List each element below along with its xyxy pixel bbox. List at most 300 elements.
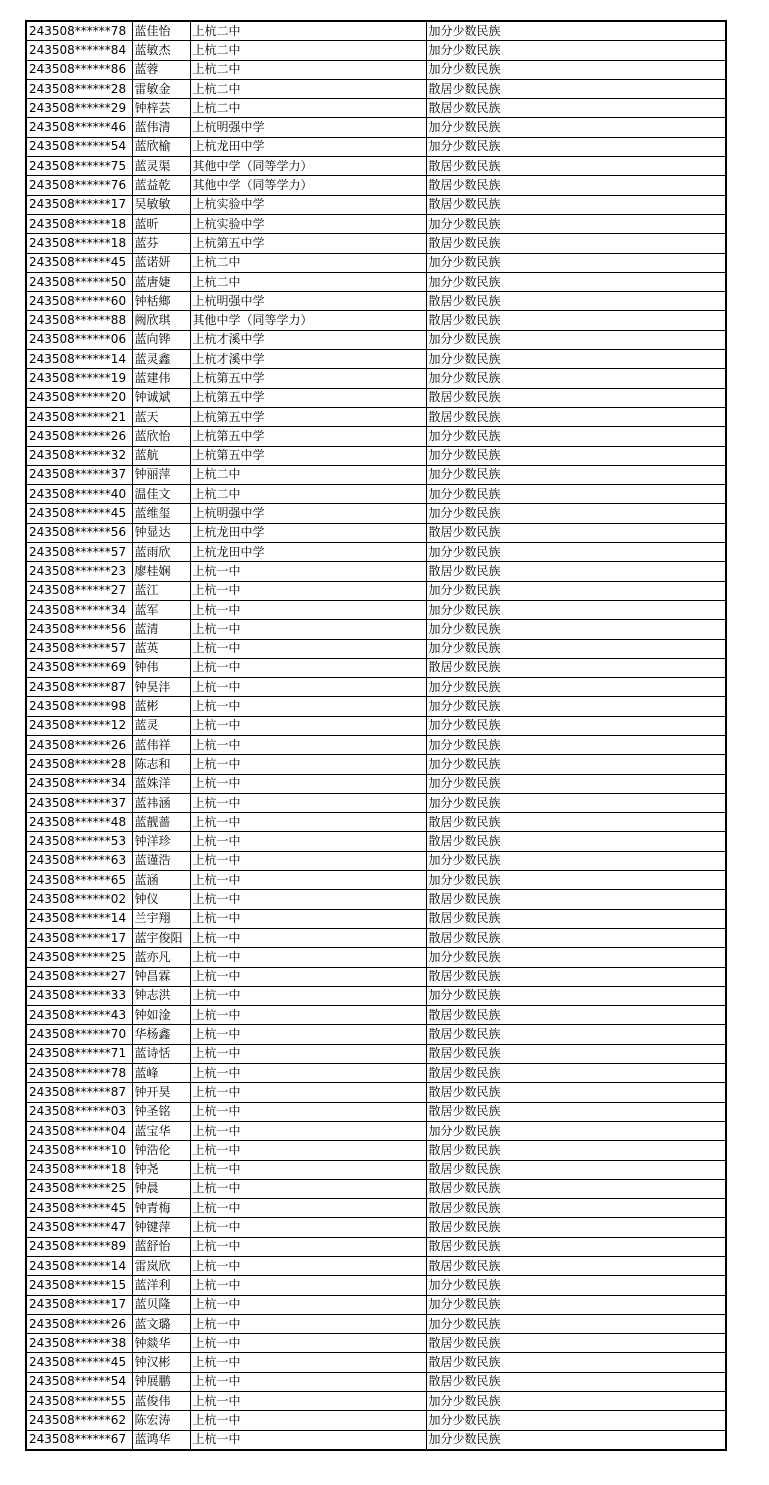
student-name-cell: 蓝贝隆 [132, 1295, 190, 1314]
category-cell: 散居少数民族 [426, 967, 726, 986]
category-cell: 散居少数民族 [426, 909, 726, 928]
student-id-cell: 243508******17 [26, 1295, 132, 1314]
school-cell: 上杭一中 [190, 1179, 426, 1198]
table-row [26, 1218, 726, 1237]
table-row [26, 214, 726, 233]
table-row [26, 1160, 726, 1179]
student-id-cell: 243508******62 [26, 1411, 132, 1430]
student-name-cell: 阙欣琪 [132, 311, 190, 330]
category-cell: 散居少数民族 [426, 658, 726, 677]
category-cell: 散居少数民族 [426, 1199, 726, 1218]
category-cell: 加分少数民族 [426, 581, 726, 600]
school-cell: 上杭一中 [190, 813, 426, 832]
table-row [26, 639, 726, 658]
category-cell: 散居少数民族 [426, 1334, 726, 1353]
table-row [26, 41, 726, 60]
student-id-cell: 243508******50 [26, 272, 132, 291]
student-name-cell: 蓝向铧 [132, 330, 190, 349]
school-cell: 上杭一中 [190, 755, 426, 774]
school-cell: 上杭一中 [190, 967, 426, 986]
student-name-cell: 钟梓芸 [132, 99, 190, 118]
table-row [26, 21, 726, 41]
school-cell: 上杭二中 [190, 79, 426, 98]
table-row [26, 1025, 726, 1044]
school-cell: 上杭一中 [190, 562, 426, 581]
student-name-cell: 蓝益乾 [132, 176, 190, 195]
category-cell: 散居少数民族 [426, 388, 726, 407]
school-cell: 上杭实验中学 [190, 214, 426, 233]
student-name-cell: 吴敏敏 [132, 195, 190, 214]
student-name-cell: 蓝亦凡 [132, 948, 190, 967]
school-cell: 其他中学（同等学力） [190, 176, 426, 195]
school-cell: 上杭一中 [190, 1295, 426, 1314]
table-row [26, 793, 726, 812]
category-cell: 加分少数民族 [426, 716, 726, 735]
category-cell: 散居少数民族 [426, 176, 726, 195]
table-row [26, 1102, 726, 1121]
category-cell: 加分少数民族 [426, 1411, 726, 1430]
category-cell: 散居少数民族 [426, 234, 726, 253]
school-cell: 上杭一中 [190, 1160, 426, 1179]
table-row [26, 1006, 726, 1025]
student-id-cell: 243508******69 [26, 658, 132, 677]
student-id-cell: 243508******37 [26, 793, 132, 812]
table-row [26, 118, 726, 137]
student-name-cell: 蓝建伟 [132, 369, 190, 388]
student-name-cell: 蓝谨浩 [132, 851, 190, 870]
category-cell: 加分少数民族 [426, 639, 726, 658]
table-row [26, 1392, 726, 1411]
student-name-cell: 兰宇翔 [132, 909, 190, 928]
student-name-cell: 钟诚斌 [132, 388, 190, 407]
student-id-cell: 243508******27 [26, 581, 132, 600]
school-cell: 上杭二中 [190, 485, 426, 504]
student-id-cell: 243508******40 [26, 485, 132, 504]
school-cell: 上杭一中 [190, 1121, 426, 1140]
student-id-cell: 243508******27 [26, 967, 132, 986]
school-cell: 上杭一中 [190, 1372, 426, 1391]
student-id-cell: 243508******87 [26, 678, 132, 697]
category-cell: 加分少数民族 [426, 793, 726, 812]
table-row [26, 1083, 726, 1102]
student-id-cell: 243508******34 [26, 600, 132, 619]
table-row [26, 1353, 726, 1372]
student-name-cell: 蓝祎涵 [132, 793, 190, 812]
table-row [26, 871, 726, 890]
table-row [26, 755, 726, 774]
table-row [26, 1179, 726, 1198]
student-id-cell: 243508******84 [26, 41, 132, 60]
student-id-cell: 243508******17 [26, 195, 132, 214]
school-cell: 其他中学（同等学力） [190, 157, 426, 176]
school-cell: 上杭二中 [190, 21, 426, 41]
student-name-cell: 蓝蓉 [132, 60, 190, 79]
student-name-cell: 钟栝鄉 [132, 292, 190, 311]
school-cell: 上杭二中 [190, 41, 426, 60]
student-name-cell: 蓝欣怡 [132, 427, 190, 446]
category-cell: 散居少数民族 [426, 311, 726, 330]
student-name-cell: 蓝俊伟 [132, 1392, 190, 1411]
school-cell: 上杭第五中学 [190, 234, 426, 253]
school-cell: 上杭明强中学 [190, 504, 426, 523]
category-cell: 加分少数民族 [426, 1276, 726, 1295]
school-cell: 上杭一中 [190, 1430, 426, 1450]
category-cell: 散居少数民族 [426, 79, 726, 98]
student-id-cell: 243508******48 [26, 813, 132, 832]
student-name-cell: 蓝唐婕 [132, 272, 190, 291]
student-name-cell: 蓝航 [132, 446, 190, 465]
student-name-cell: 蓝灵渠 [132, 157, 190, 176]
school-cell: 上杭一中 [190, 658, 426, 677]
student-name-cell: 钟丽萍 [132, 465, 190, 484]
student-name-cell: 蓝宝华 [132, 1121, 190, 1140]
student-name-cell: 蓝灵 [132, 716, 190, 735]
table-row [26, 832, 726, 851]
student-name-cell: 钟青梅 [132, 1199, 190, 1218]
table-row [26, 60, 726, 79]
student-name-cell: 蓝清 [132, 620, 190, 639]
category-cell: 加分少数民族 [426, 1314, 726, 1333]
table-row [26, 620, 726, 639]
table-row [26, 1064, 726, 1083]
table-row [26, 967, 726, 986]
category-cell: 加分少数民族 [426, 446, 726, 465]
table-row [26, 1121, 726, 1140]
student-id-cell: 243508******33 [26, 986, 132, 1005]
category-cell: 散居少数民族 [426, 1372, 726, 1391]
table-row [26, 234, 726, 253]
school-cell: 上杭一中 [190, 793, 426, 812]
student-id-cell: 243508******37 [26, 465, 132, 484]
table-row [26, 485, 726, 504]
table-row [26, 137, 726, 156]
school-cell: 其他中学（同等学力） [190, 311, 426, 330]
student-id-cell: 243508******65 [26, 871, 132, 890]
student-name-cell: 钟汉彬 [132, 1353, 190, 1372]
table-row [26, 427, 726, 446]
school-cell: 上杭一中 [190, 1199, 426, 1218]
school-cell: 上杭第五中学 [190, 427, 426, 446]
student-name-cell: 钟圣铭 [132, 1102, 190, 1121]
table-row [26, 1411, 726, 1430]
table-row [26, 581, 726, 600]
category-cell: 加分少数民族 [426, 678, 726, 697]
table-row [26, 697, 726, 716]
student-id-cell: 243508******86 [26, 60, 132, 79]
student-id-cell: 243508******02 [26, 890, 132, 909]
table-row [26, 909, 726, 928]
table-row [26, 292, 726, 311]
student-id-cell: 243508******06 [26, 330, 132, 349]
student-id-cell: 243508******46 [26, 118, 132, 137]
student-id-cell: 243508******19 [26, 369, 132, 388]
student-name-cell: 蓝军 [132, 600, 190, 619]
table-row [26, 253, 726, 272]
category-cell: 加分少数民族 [426, 986, 726, 1005]
student-id-cell: 243508******45 [26, 504, 132, 523]
category-cell: 散居少数民族 [426, 1044, 726, 1063]
student-name-cell: 蓝江 [132, 581, 190, 600]
school-cell: 上杭明强中学 [190, 292, 426, 311]
student-id-cell: 243508******17 [26, 928, 132, 947]
category-cell: 加分少数民族 [426, 1392, 726, 1411]
school-cell: 上杭龙田中学 [190, 137, 426, 156]
school-cell: 上杭一中 [190, 1257, 426, 1276]
school-cell: 上杭一中 [190, 735, 426, 754]
student-id-cell: 243508******60 [26, 292, 132, 311]
student-id-cell: 243508******25 [26, 1179, 132, 1198]
school-cell: 上杭一中 [190, 851, 426, 870]
student-id-cell: 243508******34 [26, 774, 132, 793]
category-cell: 散居少数民族 [426, 1218, 726, 1237]
student-id-cell: 243508******12 [26, 716, 132, 735]
category-cell: 散居少数民族 [426, 195, 726, 214]
table-row [26, 928, 726, 947]
school-cell: 上杭一中 [190, 1102, 426, 1121]
school-cell: 上杭一中 [190, 1025, 426, 1044]
table-row [26, 99, 726, 118]
table-row [26, 504, 726, 523]
category-cell: 散居少数民族 [426, 1025, 726, 1044]
school-cell: 上杭一中 [190, 986, 426, 1005]
school-cell: 上杭一中 [190, 581, 426, 600]
student-name-cell: 钟晨 [132, 1179, 190, 1198]
table-row [26, 678, 726, 697]
category-cell: 加分少数民族 [426, 369, 726, 388]
student-name-cell: 钟伟 [132, 658, 190, 677]
student-name-cell: 蓝欣榆 [132, 137, 190, 156]
school-cell: 上杭第五中学 [190, 446, 426, 465]
student-name-cell: 陈宏涛 [132, 1411, 190, 1430]
student-name-cell: 蓝灵鑫 [132, 350, 190, 369]
category-cell: 加分少数民族 [426, 851, 726, 870]
student-name-cell: 蓝天 [132, 407, 190, 426]
student-id-cell: 243508******21 [26, 407, 132, 426]
school-cell: 上杭第五中学 [190, 388, 426, 407]
student-name-cell: 蓝伟清 [132, 118, 190, 137]
school-cell: 上杭二中 [190, 465, 426, 484]
student-name-cell: 蓝芬 [132, 234, 190, 253]
category-cell: 加分少数民族 [426, 60, 726, 79]
table-row [26, 1141, 726, 1160]
table-row [26, 735, 726, 754]
student-name-cell: 蓝维玺 [132, 504, 190, 523]
school-cell: 上杭一中 [190, 832, 426, 851]
table-row [26, 774, 726, 793]
table-row [26, 272, 726, 291]
student-id-cell: 243508******26 [26, 1314, 132, 1333]
table-row [26, 1199, 726, 1218]
category-cell: 散居少数民族 [426, 562, 726, 581]
school-cell: 上杭一中 [190, 928, 426, 947]
category-cell: 散居少数民族 [426, 928, 726, 947]
student-name-cell: 蓝佳怡 [132, 21, 190, 41]
student-name-cell: 蓝昕 [132, 214, 190, 233]
student-id-cell: 243508******03 [26, 1102, 132, 1121]
school-cell: 上杭一中 [190, 774, 426, 793]
student-id-cell: 243508******88 [26, 311, 132, 330]
student-id-cell: 243508******04 [26, 1121, 132, 1140]
school-cell: 上杭一中 [190, 1314, 426, 1333]
table-row [26, 523, 726, 542]
table-row [26, 79, 726, 98]
category-cell: 加分少数民族 [426, 774, 726, 793]
category-cell: 散居少数民族 [426, 1006, 726, 1025]
table-row [26, 1314, 726, 1333]
student-name-cell: 蓝宇俊阳 [132, 928, 190, 947]
student-id-cell: 243508******78 [26, 21, 132, 41]
school-cell: 上杭一中 [190, 948, 426, 967]
school-cell: 上杭一中 [190, 639, 426, 658]
table-row [26, 948, 726, 967]
category-cell: 加分少数民族 [426, 1430, 726, 1450]
table-row [26, 1295, 726, 1314]
school-cell: 上杭一中 [190, 1006, 426, 1025]
school-cell: 上杭一中 [190, 890, 426, 909]
student-name-cell: 钟志洪 [132, 986, 190, 1005]
category-cell: 加分少数民族 [426, 948, 726, 967]
student-id-cell: 243508******71 [26, 1044, 132, 1063]
student-id-cell: 243508******56 [26, 620, 132, 639]
student-name-cell: 蓝文璐 [132, 1314, 190, 1333]
category-cell: 加分少数民族 [426, 504, 726, 523]
student-id-cell: 243508******55 [26, 1392, 132, 1411]
student-name-cell: 蓝鸿华 [132, 1430, 190, 1450]
student-id-cell: 243508******14 [26, 909, 132, 928]
category-cell: 加分少数民族 [426, 41, 726, 60]
student-id-cell: 243508******98 [26, 697, 132, 716]
student-id-cell: 243508******63 [26, 851, 132, 870]
category-cell: 散居少数民族 [426, 523, 726, 542]
student-id-cell: 243508******56 [26, 523, 132, 542]
student-id-cell: 243508******20 [26, 388, 132, 407]
school-cell: 上杭一中 [190, 716, 426, 735]
table-row [26, 1257, 726, 1276]
student-id-cell: 243508******75 [26, 157, 132, 176]
student-name-cell: 蓝英 [132, 639, 190, 658]
table-row [26, 311, 726, 330]
student-name-cell: 蓝舒怡 [132, 1237, 190, 1256]
category-cell: 散居少数民族 [426, 1237, 726, 1256]
school-cell: 上杭二中 [190, 99, 426, 118]
student-name-cell: 温佳文 [132, 485, 190, 504]
student-name-cell: 华杨鑫 [132, 1025, 190, 1044]
student-id-cell: 243508******10 [26, 1141, 132, 1160]
category-cell: 加分少数民族 [426, 330, 726, 349]
school-cell: 上杭一中 [190, 1276, 426, 1295]
student-id-cell: 243508******54 [26, 1372, 132, 1391]
student-id-cell: 243508******70 [26, 1025, 132, 1044]
table-row [26, 407, 726, 426]
student-name-cell: 钟浩伦 [132, 1141, 190, 1160]
student-name-cell: 钟尧 [132, 1160, 190, 1179]
table-row [26, 562, 726, 581]
category-cell: 散居少数民族 [426, 1160, 726, 1179]
student-name-cell: 蓝彬 [132, 697, 190, 716]
school-cell: 上杭才溪中学 [190, 330, 426, 349]
student-name-cell: 钟显达 [132, 523, 190, 542]
student-id-cell: 243508******76 [26, 176, 132, 195]
table-row [26, 890, 726, 909]
table-row [26, 1276, 726, 1295]
student-name-cell: 钟如淦 [132, 1006, 190, 1025]
student-id-cell: 243508******45 [26, 1199, 132, 1218]
table-body [26, 21, 726, 1450]
student-id-cell: 243508******15 [26, 1276, 132, 1295]
school-cell: 上杭一中 [190, 909, 426, 928]
category-cell: 加分少数民族 [426, 620, 726, 639]
category-cell: 加分少数民族 [426, 465, 726, 484]
category-cell: 散居少数民族 [426, 813, 726, 832]
school-cell: 上杭一中 [190, 697, 426, 716]
school-cell: 上杭二中 [190, 253, 426, 272]
student-name-cell: 雷敏金 [132, 79, 190, 98]
category-cell: 加分少数民族 [426, 350, 726, 369]
student-id-cell: 243508******28 [26, 79, 132, 98]
table-row [26, 157, 726, 176]
school-cell: 上杭龙田中学 [190, 523, 426, 542]
table-row [26, 330, 726, 349]
student-id-cell: 243508******29 [26, 99, 132, 118]
school-cell: 上杭才溪中学 [190, 350, 426, 369]
student-name-cell: 蓝姝洋 [132, 774, 190, 793]
student-name-cell: 蓝伟祥 [132, 735, 190, 754]
student-name-cell: 蓝诺妍 [132, 253, 190, 272]
student-id-cell: 243508******54 [26, 137, 132, 156]
category-cell: 加分少数民族 [426, 253, 726, 272]
category-cell: 加分少数民族 [426, 214, 726, 233]
school-cell: 上杭一中 [190, 1218, 426, 1237]
student-id-cell: 243508******14 [26, 1257, 132, 1276]
student-id-cell: 243508******26 [26, 427, 132, 446]
student-id-cell: 243508******87 [26, 1083, 132, 1102]
category-cell: 加分少数民族 [426, 871, 726, 890]
category-cell: 散居少数民族 [426, 1179, 726, 1198]
category-cell: 加分少数民族 [426, 21, 726, 41]
student-name-cell: 钟昊沣 [132, 678, 190, 697]
student-id-cell: 243508******53 [26, 832, 132, 851]
student-id-cell: 243508******43 [26, 1006, 132, 1025]
category-cell: 散居少数民族 [426, 99, 726, 118]
category-cell: 散居少数民族 [426, 157, 726, 176]
table-row [26, 350, 726, 369]
school-cell: 上杭一中 [190, 1392, 426, 1411]
student-id-cell: 243508******57 [26, 639, 132, 658]
student-id-cell: 243508******78 [26, 1064, 132, 1083]
student-name-cell: 雷岚欣 [132, 1257, 190, 1276]
student-id-cell: 243508******47 [26, 1218, 132, 1237]
school-cell: 上杭龙田中学 [190, 543, 426, 562]
school-cell: 上杭一中 [190, 620, 426, 639]
student-id-cell: 243508******18 [26, 1160, 132, 1179]
category-cell: 加分少数民族 [426, 485, 726, 504]
student-id-cell: 243508******28 [26, 755, 132, 774]
school-cell: 上杭一中 [190, 1083, 426, 1102]
school-cell: 上杭第五中学 [190, 407, 426, 426]
category-cell: 加分少数民族 [426, 697, 726, 716]
category-cell: 加分少数民族 [426, 543, 726, 562]
student-name-cell: 蓝诗恬 [132, 1044, 190, 1063]
table-row [26, 986, 726, 1005]
school-cell: 上杭一中 [190, 1064, 426, 1083]
category-cell: 加分少数民族 [426, 755, 726, 774]
table-row [26, 176, 726, 195]
table-row [26, 716, 726, 735]
table-row [26, 658, 726, 677]
table-row [26, 600, 726, 619]
category-cell: 散居少数民族 [426, 832, 726, 851]
student-list-table [25, 20, 727, 1451]
